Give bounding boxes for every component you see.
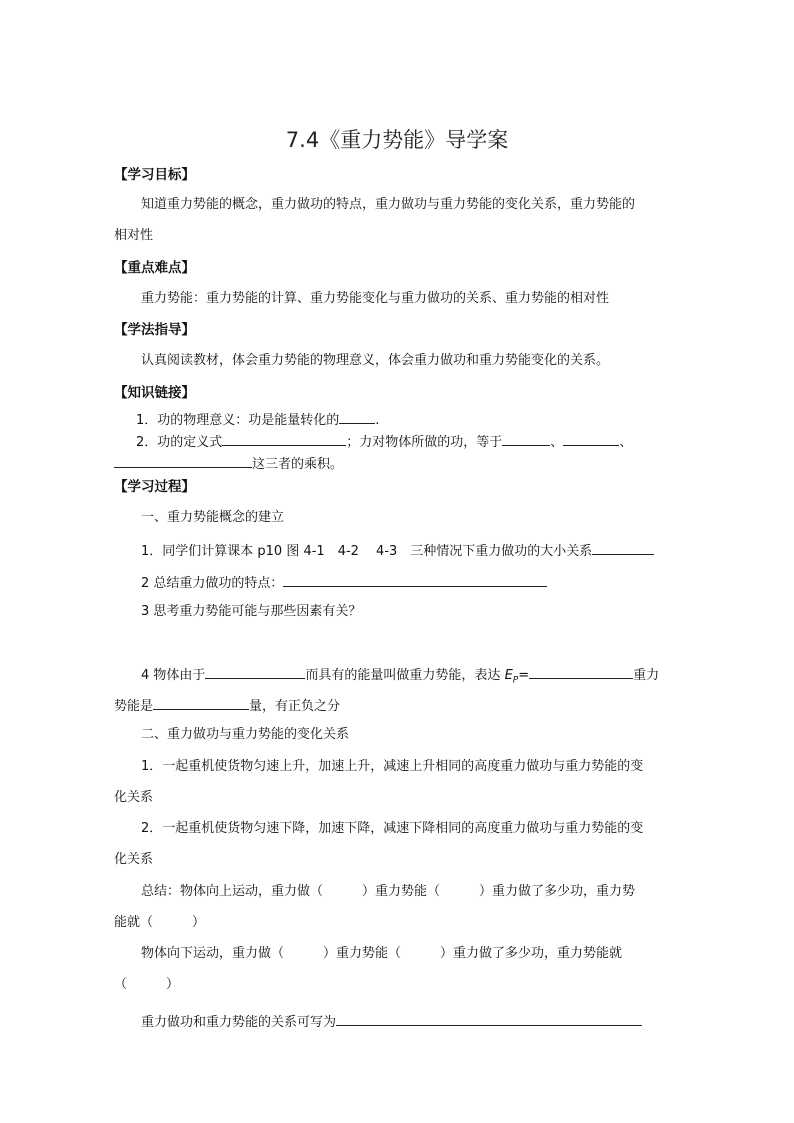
question-4-cont [114,696,340,715]
goals-text-line2: 相对性 [114,228,154,243]
section-heading-goals: 【学习目标】 [114,167,195,183]
relation-1-line1: 1．一起重机使货物匀速上升，加速上升，减速上升相同的高度重力做功与重力势能的变 [141,759,644,774]
equals-sign: = [518,668,530,683]
blank-line[interactable] [563,432,619,446]
page-title: 7.4《重力势能》导学案 [285,128,509,152]
relation-2-line1: 2．一起重机使货物匀速下降，加速下降，减速下降相同的高度重力做功与重力势能的变 [141,821,644,836]
section-heading-method: 【学法指导】 [114,322,195,338]
question-4-text-c: 重力 [633,668,660,683]
section-heading-key: 【重点难点】 [114,260,195,276]
summary-down-line2: （ ） [114,977,180,992]
question-1 [141,541,654,560]
goals-text-line1: 知道重力势能的概念，重力做功的特点，重力做功与重力势能的变化关系，重力势能的 [141,197,636,212]
links-item2-text2: ；力对物体所做的功，等于 [346,435,503,450]
question-3: 3 思考重力势能可能与那些因素有关？ [141,604,362,619]
blank-line[interactable] [114,454,252,468]
question-4-text-e: 量，有正负之分 [249,699,341,714]
blank-line[interactable] [222,432,346,446]
summary-down-line1: 物体向下运动，重力做（ ）重力势能（ ）重力做了多少功，重力势能就 [141,946,623,961]
key-text: 重力势能：重力势能的计算、重力势能变化与重力做功的关系、重力势能的相对性 [141,291,610,306]
question-2 [141,573,547,592]
part2-heading: 二、重力做功与重力势能的变化关系 [141,727,350,742]
ep-symbol: $E_P$ [504,668,519,686]
links-item2-text: 2．功的定义式 [136,435,223,450]
links-item1 [136,410,379,429]
links-item1-text: 1．功的物理意义：功是能量转化的 [136,413,340,428]
question-4-text-a: 4 物体由于 [141,668,206,683]
separator: 、 [619,435,633,450]
relation-formula-text: 重力做功和重力势能的关系可写为 [141,1015,337,1030]
links-item2-cont [114,454,343,473]
blank-line[interactable] [592,541,654,555]
blank-line[interactable] [283,573,547,587]
relation-2-line2: 化关系 [114,852,154,867]
blank-line[interactable] [336,1012,642,1026]
links-item2 [136,432,632,451]
separator: 、 [550,435,564,450]
relation-1-line2: 化关系 [114,790,154,805]
question-4 [141,665,659,689]
section-heading-process: 【学习过程】 [114,479,195,495]
blank-line[interactable] [502,432,550,446]
blank-line[interactable] [529,665,633,679]
question-4-text-b: 而具有的能量叫做重力势能，表达 [305,668,501,683]
summary-up-line1: 总结：物体向上运动，重力做（ ）重力势能（ ）重力做了多少功，重力势 [141,884,636,899]
section-heading-links: 【知识链接】 [114,385,195,401]
blank-line[interactable] [153,696,249,710]
question-4-text-d: 势能是 [114,699,154,714]
part1-heading: 一、重力势能概念的建立 [141,510,285,525]
method-text: 认真阅读教材，体会重力势能的物理意义，体会重力做功和重力势能变化的关系。 [141,353,610,368]
links-item2-end: 这三者的乘积。 [252,457,344,472]
blank-line[interactable] [205,665,305,679]
blank-line[interactable] [339,410,375,424]
relation-formula [141,1012,642,1031]
question-1-text: 1．同学们计算课本 p10 图 4-1 4-2 4-3 三种情况下重力做功的大小关系 [141,544,593,559]
summary-up-line2: 能就（ ） [114,915,206,930]
question-2-text: 2 总结重力做功的特点： [141,576,284,591]
links-item1-end: . [375,413,380,428]
